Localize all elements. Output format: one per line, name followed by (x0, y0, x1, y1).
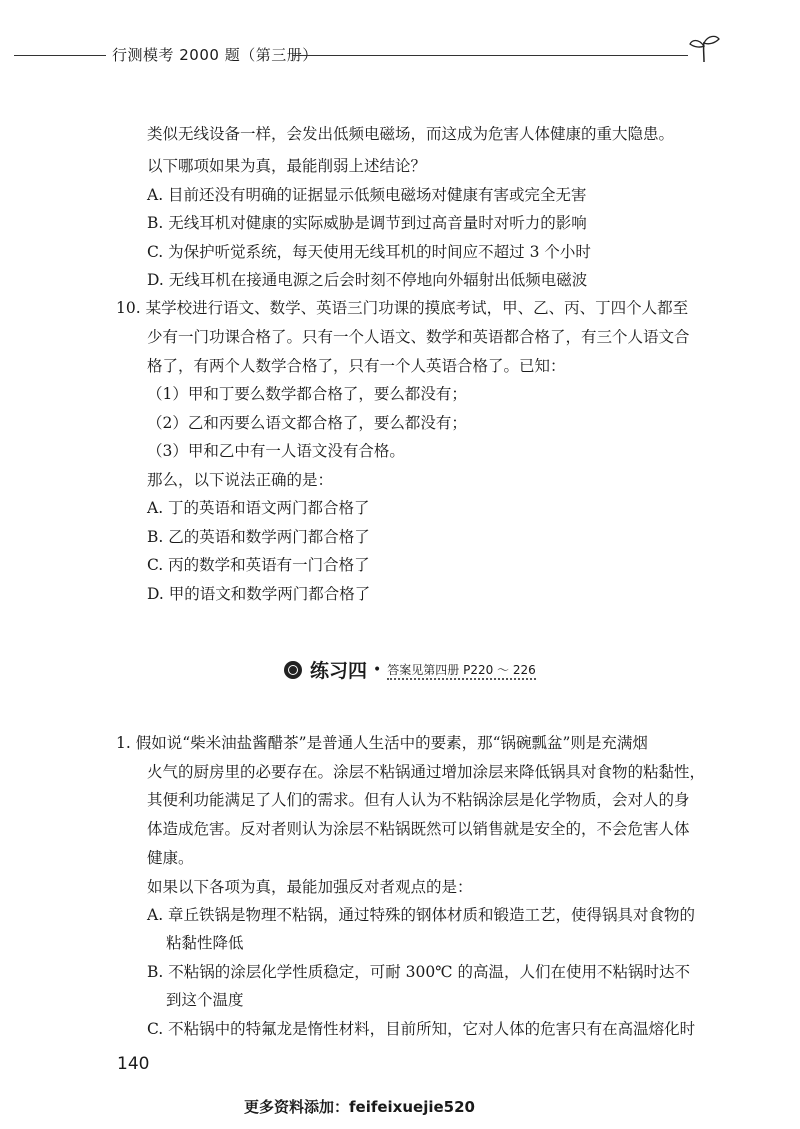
text-line: 健康。 (147, 849, 194, 867)
question-line: 10. 某学校进行语文、数学、英语三门功课的摸底考试，甲、乙、丙、丁四个人都至 (116, 299, 689, 317)
section-bullet: • (373, 661, 382, 678)
header-rule-left (14, 55, 106, 56)
section-heading (284, 656, 536, 686)
option-line: B. 无线耳机对健康的实际威胁是调节到过高音量时对听力的影响 (147, 214, 587, 232)
text-line: 那么，以下说法正确的是： (147, 471, 334, 489)
section-badge-icon (284, 661, 302, 679)
text-line: 如果以下各项为真，最能加强反对者观点的是： (147, 878, 473, 896)
text-line: 少有一门功课合格了。只有一个人语文、数学和英语都合格了，有三个人语文合 (147, 328, 690, 346)
condition-line: （2）乙和丙要么语文都合格了，要么都没有； (147, 414, 467, 432)
condition-line: （3）甲和乙中有一人语文没有合格。 (147, 442, 405, 460)
option-line: C. 不粘锅中的特氟龙是惰性材料，目前所知，它对人体的危害只有在高温熔化时 (147, 1020, 696, 1038)
text-line: 类似无线设备一样，会发出低频电磁场，而这成为危害人体健康的重大隐患。 (147, 125, 675, 143)
option-line: A. 目前还没有明确的证据显示低频电磁场对健康有害或完全无害 (147, 186, 587, 204)
option-line: D. 甲的语文和数学两门都合格了 (147, 585, 371, 603)
section-answer-ref: 答案见第四册 P220 ～ 226 (387, 663, 536, 680)
option-line: B. 不粘锅的涂层化学性质稳定，可耐 300℃ 的高温，人们在使用不粘锅时达不 (147, 963, 691, 981)
header-rule-right (292, 55, 688, 56)
section-title: 练习四 (310, 660, 368, 682)
text-line: 火气的厨房里的必要存在。涂层不粘锅通过增加涂层来降低锅具对食物的粘黏性， (147, 763, 706, 781)
condition-line: （1）甲和丁要么数学都合格了，要么都没有； (147, 385, 467, 403)
option-line-continued: 粘黏性降低 (166, 934, 244, 952)
option-line: C. 为保护听觉系统，每天使用无线耳机的时间应不超过 3 个小时 (147, 243, 591, 261)
header-title: 行测模考 2000 题（第三册） (112, 46, 318, 64)
text-line: 以下哪项如果为真，最能削弱上述结论？ (147, 157, 427, 175)
option-line: D. 无线耳机在接通电源之后会时刻不停地向外辐射出低频电磁波 (147, 271, 588, 289)
option-line-continued: 到这个温度 (166, 991, 244, 1009)
page-number: 140 (117, 1054, 150, 1074)
footer-note: 更多资料添加：feifeixuejie520 (244, 1098, 475, 1116)
text-line: 格了，有两个人数学合格了，只有一个人英语合格了。已知： (147, 357, 566, 375)
question-line: 1. 假如说“柴米油盐酱醋茶”是普通人生活中的要素，那“锅碗瓢盆”则是充满烟 (116, 734, 648, 752)
text-line: 体造成危害。反对者则认为涂层不粘锅既然可以销售就是安全的，不会危害人体 (147, 820, 690, 838)
running-header (0, 40, 800, 70)
option-line: B. 乙的英语和数学两门都合格了 (147, 528, 370, 546)
text-line: 其便利功能满足了人们的需求。但有人认为不粘锅涂层是化学物质，会对人的身 (147, 791, 690, 809)
option-line: C. 丙的数学和英语有一门合格了 (147, 556, 370, 574)
option-line: A. 章丘铁锅是物理不粘锅，通过特殊的钢体材质和锻造工艺，使得锅具对食物的 (147, 906, 696, 924)
option-line: A. 丁的英语和语文两门都合格了 (147, 499, 370, 517)
sprout-icon (688, 34, 722, 64)
